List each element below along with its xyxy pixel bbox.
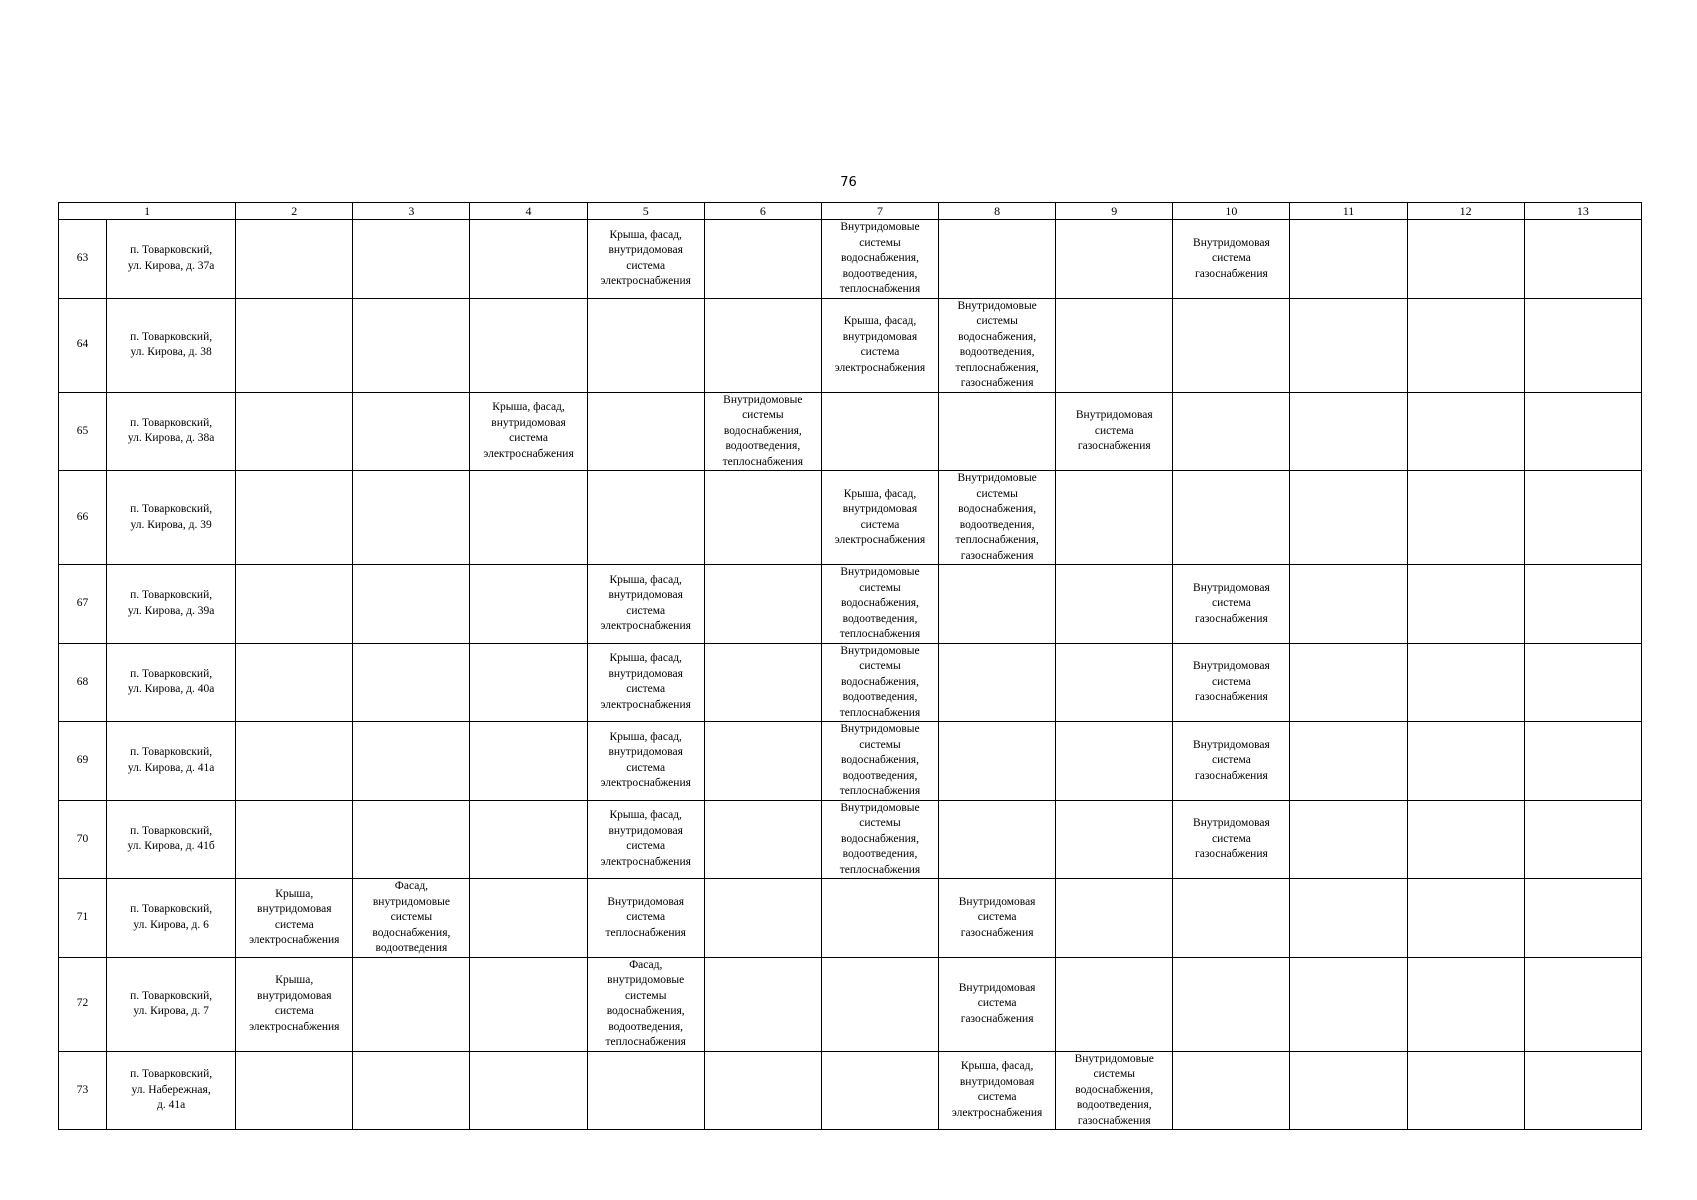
work-cell-col-7 — [821, 1051, 938, 1130]
work-cell-col-13 — [1524, 643, 1641, 722]
work-cell-col-8 — [939, 800, 1056, 879]
work-cell-col-6 — [704, 1051, 821, 1130]
work-cell-col-2 — [236, 471, 353, 565]
row-number: 65 — [59, 392, 107, 471]
work-cell-col-7 — [821, 392, 938, 471]
work-cell-col-3 — [353, 220, 470, 299]
work-cell-col-6 — [704, 879, 821, 958]
work-cell-col-7 — [821, 957, 938, 1051]
address-cell: п. Товарковский, ул. Кирова, д. 37а — [107, 220, 236, 299]
row-number: 66 — [59, 471, 107, 565]
column-header-2: 2 — [236, 203, 353, 220]
work-cell-col-10 — [1173, 298, 1290, 392]
work-cell-col-6 — [704, 957, 821, 1051]
work-cell-col-6 — [704, 722, 821, 801]
row-number: 69 — [59, 722, 107, 801]
work-cell-col-2 — [236, 298, 353, 392]
work-cell-col-9 — [1056, 643, 1173, 722]
work-cell-col-12 — [1407, 1051, 1524, 1130]
work-cell-col-11 — [1290, 800, 1407, 879]
work-cell-col-4 — [470, 957, 587, 1051]
work-cell-col-5 — [587, 298, 704, 392]
column-number-header — [59, 203, 1642, 220]
work-cell-col-8: Внутридомовые системы водоснабжения, водоотведения, теплоснабжения, газоснабжения — [939, 471, 1056, 565]
work-cell-col-2 — [236, 800, 353, 879]
work-cell-col-5 — [587, 392, 704, 471]
work-cell-col-2 — [236, 722, 353, 801]
work-cell-col-10: Внутридомовая система газоснабжения — [1173, 722, 1290, 801]
address-cell: п. Товарковский, ул. Кирова, д. 41а — [107, 722, 236, 801]
work-cell-col-2 — [236, 392, 353, 471]
work-cell-col-5: Крыша, фасад, внутридомовая система электроснабжения — [587, 220, 704, 299]
work-cell-col-8 — [939, 722, 1056, 801]
work-cell-col-10 — [1173, 471, 1290, 565]
address-cell: п. Товарковский, ул. Кирова, д. 40а — [107, 643, 236, 722]
work-cell-col-11 — [1290, 722, 1407, 801]
work-cell-col-3 — [353, 1051, 470, 1130]
work-cell-col-9 — [1056, 220, 1173, 299]
work-cell-col-13 — [1524, 879, 1641, 958]
work-cell-col-9 — [1056, 800, 1173, 879]
work-cell-col-10 — [1173, 957, 1290, 1051]
work-cell-col-4 — [470, 471, 587, 565]
table-row — [59, 879, 1642, 958]
work-cell-col-9: Внутридомовые системы водоснабжения, водоотведения, газоснабжения — [1056, 1051, 1173, 1130]
row-number: 63 — [59, 220, 107, 299]
work-cell-col-6 — [704, 643, 821, 722]
work-cell-col-8: Внутридомовые системы водоснабжения, водоотведения, теплоснабжения, газоснабжения — [939, 298, 1056, 392]
column-header-9: 9 — [1056, 203, 1173, 220]
work-cell-col-12 — [1407, 298, 1524, 392]
work-cell-col-8 — [939, 392, 1056, 471]
column-header-11: 11 — [1290, 203, 1407, 220]
work-cell-col-12 — [1407, 722, 1524, 801]
work-cell-col-3 — [353, 643, 470, 722]
work-cell-col-7: Внутридомовые системы водоснабжения, водоотведения, теплоснабжения — [821, 800, 938, 879]
work-cell-col-5: Фасад, внутридомовые системы водоснабжения, водоотведения, теплоснабжения — [587, 957, 704, 1051]
column-header-8: 8 — [939, 203, 1056, 220]
work-cell-col-7 — [821, 879, 938, 958]
work-cell-col-6: Внутридомовые системы водоснабжения, водоотведения, теплоснабжения — [704, 392, 821, 471]
column-header-1: 1 — [59, 203, 236, 220]
work-cell-col-9 — [1056, 957, 1173, 1051]
work-cell-col-2: Крыша, внутридомовая система электроснабжения — [236, 957, 353, 1051]
table-row — [59, 643, 1642, 722]
work-cell-col-6 — [704, 800, 821, 879]
work-cell-col-4 — [470, 1051, 587, 1130]
work-cell-col-7: Внутридомовые системы водоснабжения, водоотведения, теплоснабжения — [821, 565, 938, 644]
column-header-12: 12 — [1407, 203, 1524, 220]
work-cell-col-13 — [1524, 722, 1641, 801]
row-number: 67 — [59, 565, 107, 644]
table-row — [59, 1051, 1642, 1130]
work-cell-col-12 — [1407, 471, 1524, 565]
work-cell-col-7: Крыша, фасад, внутридомовая система электроснабжения — [821, 298, 938, 392]
work-cell-col-6 — [704, 298, 821, 392]
table-row — [59, 722, 1642, 801]
work-cell-col-13 — [1524, 1051, 1641, 1130]
work-cell-col-3 — [353, 298, 470, 392]
work-cell-col-9 — [1056, 722, 1173, 801]
column-header-3: 3 — [353, 203, 470, 220]
row-number: 68 — [59, 643, 107, 722]
row-number: 72 — [59, 957, 107, 1051]
work-cell-col-9 — [1056, 879, 1173, 958]
work-cell-col-8: Внутридомовая система газоснабжения — [939, 957, 1056, 1051]
work-cell-col-13 — [1524, 220, 1641, 299]
work-cell-col-11 — [1290, 1051, 1407, 1130]
work-cell-col-9 — [1056, 565, 1173, 644]
work-cell-col-5 — [587, 1051, 704, 1130]
address-cell: п. Товарковский, ул. Кирова, д. 7 — [107, 957, 236, 1051]
address-cell: п. Товарковский, ул. Кирова, д. 39а — [107, 565, 236, 644]
work-cell-col-11 — [1290, 643, 1407, 722]
work-cell-col-11 — [1290, 220, 1407, 299]
work-cell-col-3 — [353, 565, 470, 644]
row-number: 70 — [59, 800, 107, 879]
work-cell-col-4: Крыша, фасад, внутридомовая система электроснабжения — [470, 392, 587, 471]
work-cell-col-10: Внутридомовая система газоснабжения — [1173, 220, 1290, 299]
page-number: 76 — [840, 175, 857, 190]
work-cell-col-2 — [236, 1051, 353, 1130]
work-cell-col-10: Внутридомовая система газоснабжения — [1173, 800, 1290, 879]
work-cell-col-3 — [353, 722, 470, 801]
work-cell-col-9 — [1056, 471, 1173, 565]
address-cell: п. Товарковский, ул. Кирова, д. 41б — [107, 800, 236, 879]
work-cell-col-12 — [1407, 800, 1524, 879]
work-cell-col-10 — [1173, 392, 1290, 471]
work-cell-col-11 — [1290, 565, 1407, 644]
work-cell-col-12 — [1407, 643, 1524, 722]
work-cell-col-5: Внутридомовая система теплоснабжения — [587, 879, 704, 958]
table-row — [59, 565, 1642, 644]
column-header-13: 13 — [1524, 203, 1641, 220]
work-cell-col-12 — [1407, 879, 1524, 958]
row-number: 64 — [59, 298, 107, 392]
work-cell-col-7: Крыша, фасад, внутридомовая система электроснабжения — [821, 471, 938, 565]
work-cell-col-4 — [470, 800, 587, 879]
work-cell-col-13 — [1524, 392, 1641, 471]
table-row — [59, 800, 1642, 879]
work-cell-col-5: Крыша, фасад, внутридомовая система электроснабжения — [587, 643, 704, 722]
table-row — [59, 957, 1642, 1051]
repair-schedule-table — [58, 202, 1642, 1130]
address-cell: п. Товарковский, ул. Набережная, д. 41а — [107, 1051, 236, 1130]
work-cell-col-13 — [1524, 298, 1641, 392]
work-cell-col-11 — [1290, 298, 1407, 392]
row-number: 73 — [59, 1051, 107, 1130]
work-cell-col-7: Внутридомовые системы водоснабжения, водоотведения, теплоснабжения — [821, 220, 938, 299]
work-cell-col-8 — [939, 565, 1056, 644]
column-header-10: 10 — [1173, 203, 1290, 220]
address-cell: п. Товарковский, ул. Кирова, д. 38 — [107, 298, 236, 392]
work-cell-col-13 — [1524, 957, 1641, 1051]
table-row — [59, 471, 1642, 565]
work-cell-col-4 — [470, 565, 587, 644]
column-header-5: 5 — [587, 203, 704, 220]
work-cell-col-6 — [704, 565, 821, 644]
work-cell-col-5 — [587, 471, 704, 565]
work-cell-col-9 — [1056, 298, 1173, 392]
column-header-4: 4 — [470, 203, 587, 220]
work-cell-col-11 — [1290, 471, 1407, 565]
work-cell-col-11 — [1290, 879, 1407, 958]
work-cell-col-7: Внутридомовые системы водоснабжения, водоотведения, теплоснабжения — [821, 643, 938, 722]
work-cell-col-2 — [236, 643, 353, 722]
work-cell-col-3: Фасад, внутридомовые системы водоснабжения, водоотведения — [353, 879, 470, 958]
work-cell-col-7: Внутридомовые системы водоснабжения, водоотведения, теплоснабжения — [821, 722, 938, 801]
work-cell-col-6 — [704, 220, 821, 299]
work-cell-col-5: Крыша, фасад, внутридомовая система электроснабжения — [587, 800, 704, 879]
work-cell-col-2 — [236, 565, 353, 644]
table-row — [59, 392, 1642, 471]
work-cell-col-3 — [353, 957, 470, 1051]
work-cell-col-10: Внутридомовая система газоснабжения — [1173, 643, 1290, 722]
work-cell-col-13 — [1524, 565, 1641, 644]
work-cell-col-4 — [470, 643, 587, 722]
work-cell-col-11 — [1290, 392, 1407, 471]
work-cell-col-3 — [353, 471, 470, 565]
work-cell-col-8 — [939, 643, 1056, 722]
row-number: 71 — [59, 879, 107, 958]
table-row — [59, 298, 1642, 392]
work-cell-col-10: Внутридомовая система газоснабжения — [1173, 565, 1290, 644]
work-cell-col-2: Крыша, внутридомовая система электроснабжения — [236, 879, 353, 958]
work-cell-col-8: Крыша, фасад, внутридомовая система электроснабжения — [939, 1051, 1056, 1130]
work-cell-col-6 — [704, 471, 821, 565]
work-cell-col-8: Внутридомовая система газоснабжения — [939, 879, 1056, 958]
table-row — [59, 220, 1642, 299]
work-cell-col-4 — [470, 220, 587, 299]
work-cell-col-10 — [1173, 879, 1290, 958]
work-cell-col-10 — [1173, 1051, 1290, 1130]
address-cell: п. Товарковский, ул. Кирова, д. 38а — [107, 392, 236, 471]
work-cell-col-9: Внутридомовая система газоснабжения — [1056, 392, 1173, 471]
work-cell-col-3 — [353, 392, 470, 471]
column-header-6: 6 — [704, 203, 821, 220]
work-cell-col-12 — [1407, 957, 1524, 1051]
work-cell-col-12 — [1407, 220, 1524, 299]
work-cell-col-13 — [1524, 800, 1641, 879]
work-cell-col-3 — [353, 800, 470, 879]
work-cell-col-4 — [470, 298, 587, 392]
work-cell-col-12 — [1407, 565, 1524, 644]
work-cell-col-8 — [939, 220, 1056, 299]
work-cell-col-12 — [1407, 392, 1524, 471]
address-cell: п. Товарковский, ул. Кирова, д. 39 — [107, 471, 236, 565]
column-header-7: 7 — [821, 203, 938, 220]
work-cell-col-4 — [470, 722, 587, 801]
work-cell-col-11 — [1290, 957, 1407, 1051]
address-cell: п. Товарковский, ул. Кирова, д. 6 — [107, 879, 236, 958]
work-cell-col-5: Крыша, фасад, внутридомовая система электроснабжения — [587, 722, 704, 801]
work-cell-col-4 — [470, 879, 587, 958]
work-cell-col-13 — [1524, 471, 1641, 565]
work-cell-col-2 — [236, 220, 353, 299]
work-cell-col-5: Крыша, фасад, внутридомовая система электроснабжения — [587, 565, 704, 644]
